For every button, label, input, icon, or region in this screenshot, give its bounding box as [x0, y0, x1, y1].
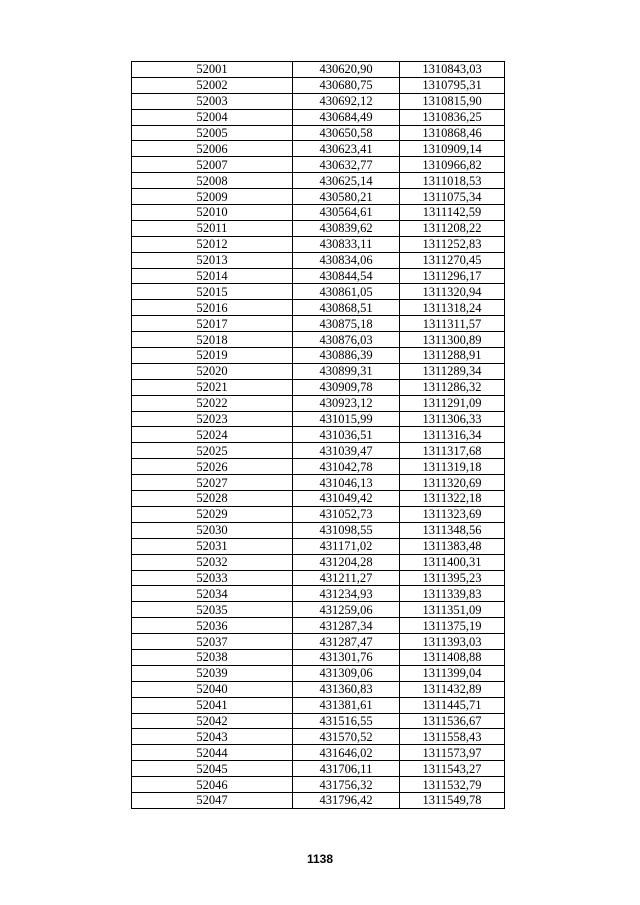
- point-id-cell: 52020: [132, 363, 293, 379]
- point-id-cell: 52026: [132, 459, 293, 475]
- x-coordinate-cell: 430861,05: [293, 284, 400, 300]
- point-id-cell: 52005: [132, 125, 293, 141]
- x-coordinate-cell: 431309,06: [293, 665, 400, 681]
- point-id-cell: 52001: [132, 62, 293, 78]
- table-row: [132, 363, 505, 379]
- point-id-cell: 52034: [132, 586, 293, 602]
- point-id-cell: 52033: [132, 570, 293, 586]
- x-coordinate-cell: 430868,51: [293, 300, 400, 316]
- x-coordinate-cell: 431516,55: [293, 713, 400, 729]
- table-row: [132, 491, 505, 507]
- x-coordinate-cell: 430692,12: [293, 93, 400, 109]
- point-id-cell: 52028: [132, 491, 293, 507]
- x-coordinate-cell: 431570,52: [293, 729, 400, 745]
- table-row: [132, 713, 505, 729]
- point-id-cell: 52008: [132, 173, 293, 189]
- y-coordinate-cell: 1311320,69: [400, 475, 505, 491]
- y-coordinate-cell: 1311289,34: [400, 363, 505, 379]
- x-coordinate-cell: 430833,11: [293, 236, 400, 252]
- point-id-cell: 52044: [132, 745, 293, 761]
- point-id-cell: 52022: [132, 395, 293, 411]
- point-id-cell: 52032: [132, 554, 293, 570]
- x-coordinate-cell: 430623,41: [293, 141, 400, 157]
- point-id-cell: 52007: [132, 157, 293, 173]
- y-coordinate-cell: 1311319,18: [400, 459, 505, 475]
- table-row: [132, 506, 505, 522]
- x-coordinate-cell: 431052,73: [293, 506, 400, 522]
- x-coordinate-cell: 431756,32: [293, 777, 400, 793]
- x-coordinate-cell: 430923,12: [293, 395, 400, 411]
- table-row: [132, 522, 505, 538]
- table-row: [132, 284, 505, 300]
- table-row: [132, 125, 505, 141]
- x-coordinate-cell: 431015,99: [293, 411, 400, 427]
- table-row: [132, 729, 505, 745]
- y-coordinate-cell: 1311208,22: [400, 220, 505, 236]
- table-row: [132, 586, 505, 602]
- x-coordinate-cell: 431287,34: [293, 618, 400, 634]
- y-coordinate-cell: 1311288,91: [400, 348, 505, 364]
- table-row: [132, 332, 505, 348]
- point-id-cell: 52043: [132, 729, 293, 745]
- table-row: [132, 236, 505, 252]
- table-row: [132, 93, 505, 109]
- y-coordinate-cell: 1310795,31: [400, 77, 505, 93]
- y-coordinate-cell: 1310909,14: [400, 141, 505, 157]
- y-coordinate-cell: 1311291,09: [400, 395, 505, 411]
- y-coordinate-cell: 1311400,31: [400, 554, 505, 570]
- table-row: [132, 395, 505, 411]
- x-coordinate-cell: 431171,02: [293, 538, 400, 554]
- table-row: [132, 634, 505, 650]
- y-coordinate-cell: 1311142,59: [400, 205, 505, 221]
- point-id-cell: 52037: [132, 634, 293, 650]
- point-id-cell: 52040: [132, 681, 293, 697]
- x-coordinate-cell: 430580,21: [293, 189, 400, 205]
- x-coordinate-cell: 431301,76: [293, 649, 400, 665]
- y-coordinate-cell: 1310966,82: [400, 157, 505, 173]
- y-coordinate-cell: 1311532,79: [400, 777, 505, 793]
- y-coordinate-cell: 1311393,03: [400, 634, 505, 650]
- y-coordinate-cell: 1311075,34: [400, 189, 505, 205]
- point-id-cell: 52004: [132, 109, 293, 125]
- table-row: [132, 348, 505, 364]
- y-coordinate-cell: 1311296,17: [400, 268, 505, 284]
- x-coordinate-cell: 431042,78: [293, 459, 400, 475]
- table-row: [132, 777, 505, 793]
- table-row: [132, 443, 505, 459]
- point-id-cell: 52045: [132, 761, 293, 777]
- x-coordinate-cell: 430844,54: [293, 268, 400, 284]
- y-coordinate-cell: 1311432,89: [400, 681, 505, 697]
- y-coordinate-cell: 1311323,69: [400, 506, 505, 522]
- table-row: [132, 220, 505, 236]
- y-coordinate-cell: 1311536,67: [400, 713, 505, 729]
- y-coordinate-cell: 1311549,78: [400, 792, 505, 808]
- point-id-cell: 52038: [132, 649, 293, 665]
- x-coordinate-cell: 430839,62: [293, 220, 400, 236]
- y-coordinate-cell: 1311318,24: [400, 300, 505, 316]
- x-coordinate-cell: 430909,78: [293, 379, 400, 395]
- point-id-cell: 52041: [132, 697, 293, 713]
- y-coordinate-cell: 1311339,83: [400, 586, 505, 602]
- table-row: [132, 205, 505, 221]
- y-coordinate-cell: 1310815,90: [400, 93, 505, 109]
- point-id-cell: 52036: [132, 618, 293, 634]
- x-coordinate-cell: 430875,18: [293, 316, 400, 332]
- table-row: [132, 570, 505, 586]
- x-coordinate-cell: 431039,47: [293, 443, 400, 459]
- y-coordinate-cell: 1311383,48: [400, 538, 505, 554]
- y-coordinate-cell: 1311300,89: [400, 332, 505, 348]
- point-id-cell: 52031: [132, 538, 293, 554]
- point-id-cell: 52002: [132, 77, 293, 93]
- point-id-cell: 52013: [132, 252, 293, 268]
- x-coordinate-cell: 431360,83: [293, 681, 400, 697]
- point-id-cell: 52015: [132, 284, 293, 300]
- x-coordinate-cell: 431211,27: [293, 570, 400, 586]
- point-id-cell: 52035: [132, 602, 293, 618]
- table-row: [132, 761, 505, 777]
- table-row: [132, 792, 505, 808]
- x-coordinate-cell: 430632,77: [293, 157, 400, 173]
- y-coordinate-cell: 1310868,46: [400, 125, 505, 141]
- table-row: [132, 745, 505, 761]
- point-id-cell: 52046: [132, 777, 293, 793]
- point-id-cell: 52030: [132, 522, 293, 538]
- x-coordinate-cell: 430564,61: [293, 205, 400, 221]
- y-coordinate-cell: 1311311,57: [400, 316, 505, 332]
- y-coordinate-cell: 1311375,19: [400, 618, 505, 634]
- point-id-cell: 52006: [132, 141, 293, 157]
- point-id-cell: 52047: [132, 792, 293, 808]
- y-coordinate-cell: 1311252,83: [400, 236, 505, 252]
- table-row: [132, 665, 505, 681]
- x-coordinate-cell: 430886,39: [293, 348, 400, 364]
- point-id-cell: 52012: [132, 236, 293, 252]
- y-coordinate-cell: 1311270,45: [400, 252, 505, 268]
- point-id-cell: 52027: [132, 475, 293, 491]
- point-id-cell: 52019: [132, 348, 293, 364]
- table-row: [132, 411, 505, 427]
- x-coordinate-cell: 431259,06: [293, 602, 400, 618]
- coordinate-table-container: [131, 61, 505, 809]
- x-coordinate-cell: 431706,11: [293, 761, 400, 777]
- point-id-cell: 52014: [132, 268, 293, 284]
- y-coordinate-cell: 1310843,03: [400, 62, 505, 78]
- coordinate-table-body: [132, 62, 505, 809]
- y-coordinate-cell: 1311317,68: [400, 443, 505, 459]
- y-coordinate-cell: 1311348,56: [400, 522, 505, 538]
- x-coordinate-cell: 431046,13: [293, 475, 400, 491]
- point-id-cell: 52023: [132, 411, 293, 427]
- x-coordinate-cell: 430899,31: [293, 363, 400, 379]
- point-id-cell: 52009: [132, 189, 293, 205]
- point-id-cell: 52016: [132, 300, 293, 316]
- table-row: [132, 109, 505, 125]
- y-coordinate-cell: 1311018,53: [400, 173, 505, 189]
- y-coordinate-cell: 1311558,43: [400, 729, 505, 745]
- y-coordinate-cell: 1311322,18: [400, 491, 505, 507]
- x-coordinate-cell: 430650,58: [293, 125, 400, 141]
- y-coordinate-cell: 1311320,94: [400, 284, 505, 300]
- x-coordinate-cell: 430620,90: [293, 62, 400, 78]
- point-id-cell: 52024: [132, 427, 293, 443]
- x-coordinate-cell: 431381,61: [293, 697, 400, 713]
- x-coordinate-cell: 431036,51: [293, 427, 400, 443]
- table-row: [132, 300, 505, 316]
- table-row: [132, 475, 505, 491]
- x-coordinate-cell: 430876,03: [293, 332, 400, 348]
- x-coordinate-cell: 431796,42: [293, 792, 400, 808]
- point-id-cell: 52039: [132, 665, 293, 681]
- y-coordinate-cell: 1311395,23: [400, 570, 505, 586]
- x-coordinate-cell: 431646,02: [293, 745, 400, 761]
- table-row: [132, 141, 505, 157]
- table-row: [132, 62, 505, 78]
- x-coordinate-cell: 431049,42: [293, 491, 400, 507]
- point-id-cell: 52017: [132, 316, 293, 332]
- x-coordinate-cell: 430834,06: [293, 252, 400, 268]
- table-row: [132, 379, 505, 395]
- page-number: 1138: [306, 852, 334, 866]
- point-id-cell: 52021: [132, 379, 293, 395]
- table-row: [132, 173, 505, 189]
- x-coordinate-cell: 431287,47: [293, 634, 400, 650]
- table-row: [132, 618, 505, 634]
- coordinate-table: [131, 61, 505, 809]
- table-row: [132, 252, 505, 268]
- table-row: [132, 697, 505, 713]
- point-id-cell: 52018: [132, 332, 293, 348]
- point-id-cell: 52025: [132, 443, 293, 459]
- x-coordinate-cell: 431204,28: [293, 554, 400, 570]
- table-row: [132, 649, 505, 665]
- y-coordinate-cell: 1311573,97: [400, 745, 505, 761]
- table-row: [132, 268, 505, 284]
- x-coordinate-cell: 430684,49: [293, 109, 400, 125]
- y-coordinate-cell: 1311286,32: [400, 379, 505, 395]
- table-row: [132, 538, 505, 554]
- table-row: [132, 189, 505, 205]
- point-id-cell: 52010: [132, 205, 293, 221]
- point-id-cell: 52029: [132, 506, 293, 522]
- y-coordinate-cell: 1311306,33: [400, 411, 505, 427]
- point-id-cell: 52042: [132, 713, 293, 729]
- y-coordinate-cell: 1311316,34: [400, 427, 505, 443]
- table-row: [132, 77, 505, 93]
- y-coordinate-cell: 1311399,04: [400, 665, 505, 681]
- table-row: [132, 681, 505, 697]
- point-id-cell: 52011: [132, 220, 293, 236]
- table-row: [132, 157, 505, 173]
- x-coordinate-cell: 430625,14: [293, 173, 400, 189]
- y-coordinate-cell: 1311445,71: [400, 697, 505, 713]
- table-row: [132, 554, 505, 570]
- y-coordinate-cell: 1310836,25: [400, 109, 505, 125]
- x-coordinate-cell: 431234,93: [293, 586, 400, 602]
- y-coordinate-cell: 1311351,09: [400, 602, 505, 618]
- x-coordinate-cell: 431098,55: [293, 522, 400, 538]
- table-row: [132, 316, 505, 332]
- y-coordinate-cell: 1311408,88: [400, 649, 505, 665]
- table-row: [132, 602, 505, 618]
- point-id-cell: 52003: [132, 93, 293, 109]
- table-row: [132, 427, 505, 443]
- table-row: [132, 459, 505, 475]
- y-coordinate-cell: 1311543,27: [400, 761, 505, 777]
- x-coordinate-cell: 430680,75: [293, 77, 400, 93]
